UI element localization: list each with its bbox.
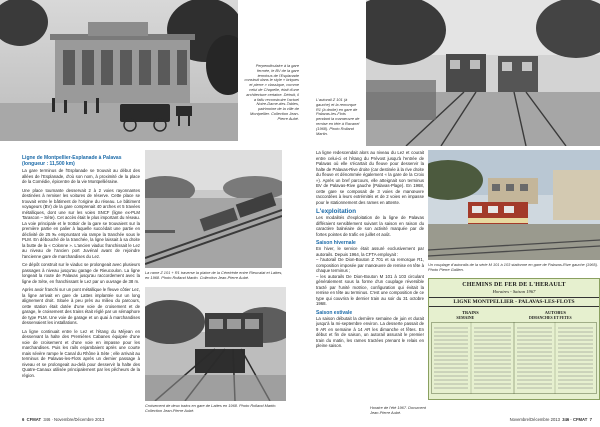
caption-couplage-autorails: Un couplage d'autorails de la série M 101 à 103 stationne en gare de Palavas-Rive gauche (1965). Photo Pierre Gallien. [428, 262, 599, 272]
paragraph: En hiver, le service était assuré exclusivement par autorails. Depuis 1964, la CFTA employait : – l'autorail De Dion-Bouton Z 701 et sa remorque R1, composition imposée par manœuvre de remise en tête à chaque terminus ; – les autorails De Dion-Bouton M 101 à 103 circulant généralement sous la forme d'un couplage réversible tracté par l'unité motrice, configuration qui évitait la remise en tête au terminus. C'est une composition de ce type qui couvrira le dernier train au soir du 31 octobre 1968. [316, 246, 424, 307]
photo-esplanade-station [0, 0, 238, 141]
page-number: 7 [589, 417, 592, 422]
timetable-semaine-header: SEMAINE [456, 316, 475, 320]
page-folio-right [510, 417, 592, 422]
paragraph: La gare terminus de l'Esplanade se trouvait au début des allées de l'Esplanade, d'où son nom, à proximité de la place de la Comédie, épicentre de la vie Montpelliéraine. [22, 168, 140, 184]
caption-autorail: L'autorail Z 101 (à gauche) et la remorque R1 (à droite) en gare de Palavas-les-Flots pendant la manœuvre de remise en tête à Racanel (1968). Photo Rolland Martin. [316, 97, 360, 136]
body-text-column-1 [22, 168, 140, 410]
caption-lattes-crossing: Croisement de deux trains en gare de Lattes en 1968. Photo Rolland Martin. Collection Jean-Pierre Aubé. [145, 403, 277, 413]
timetable-dimanches-header: DIMANCHES ET FETES [529, 316, 572, 320]
photo-train-plain [145, 150, 282, 268]
paragraph: La ligne redescendait alors au niveau du Lez et courait entre celui-ci et l'étang du Prévost jusqu'à l'entrée de Palavas où elle s'écartait du fleuve pour desservir la halte de Palavas-Rive droite (car destinée à la rive droite du fleuve et dénommée également « la gare de la Croix »). Après un bref parcours, elle atteignait son terminus BV de Palavas-Rive gauche (Palavas-Plage). En 1968, cette gare se composait de 3 voies de manœuvre raccordées à leurs extrémités et de 2 voies en impasse pour le stationnement des rames en attente. [316, 150, 424, 205]
issue-date: Novembre/Décembre 2013 [509, 417, 560, 422]
photo-lattes-crossing [145, 287, 286, 401]
heading-saison-estivale: Saison estivale [316, 309, 353, 316]
heading-saison-hivernale: Saison hivernale [316, 240, 356, 247]
caption-timetable: Horaire de l'été 1967. Document Jean-Pierre Aubé. [370, 405, 426, 415]
paragraph: Ce dépôt construit sur le viaduc se prolongeait avec plusieurs passages à niveau jusqu'au garage de Rieucoulon. La ligne longeait la route de Palavas jusqu'au raccordement avec la ligne de Sète, en franchissant le Lez par un ouvrage de 38 m. [22, 262, 140, 284]
magazine-name: 346 · CFMAT [562, 417, 588, 422]
timetable-subtitle: Horaires - Saison 1967 [492, 289, 536, 294]
page-number: 6 [22, 417, 25, 422]
paragraph: La saison débutait la dernière semaine de juin et durait jusqu'à la mi-septembre environ. La desserte passait de 9 AR en semaine à 14 AR les dimanche et fêtes. En début et fin de saison, un autorail assurait le premier train du matin, les rames tractées prenant le relais en pleine saison. [316, 315, 424, 349]
paragraph: La ligne continuait entre le Lez et l'étang du Méjean en desservant la halte des Premières Cabanes équipée d'une voie de croisement et d'une voie en impasse pour les marchandises. Puis les rails enjambaient après une courte mais sévère rampe le Canal du Rhône à Sète ; elle arrivait au terminus de Palavas-les-Flots après un dernier passage à niveau et se prolongeait au-delà pour desservir la halte des Quatre-Canaux utilisée principalement par les pêcheurs de la région. [22, 328, 140, 378]
caption-train-plain: La rame Z 101 + R1 traverse la plaine de la Céreirède entre Rieucalat et Lattes, en 1968. Photo Rolland Martin. Collection Jean-Pierre Aubé. [145, 270, 283, 280]
timetable-grid [431, 322, 597, 394]
magazine-name: CFMAT [26, 417, 42, 422]
paragraph: Les modalités d'exploitation de la ligne de Palavas différaient sensiblement suivant la saison en raison du caractère balnéaire de son activité marquée par de fortes pointes de trafic en juillet et août. [316, 215, 424, 237]
paragraph: Après avoir franchi sur un pont métallique le fleuve côtier Lez, la ligne arrivait en gare de Lattes implantée sur un long alignement droit. Située à peu près au milieu du parcours, cette station était dotée d'une voie de croisement et de garage, le croisement des trains était réglé par un sémaphore de type PLM. Une voie de garage et un quai à marchandises desservaient les installations. [22, 287, 140, 325]
page-folio-left [22, 417, 104, 422]
section-title: Ligne de Montpellier-Esplanade à Palavas (longueur : 11,500 km) [22, 155, 122, 167]
timetable-trains-header: TRAINS [462, 310, 479, 315]
caption-esplanade-station: Perpendiculaire à la gare fermée, le BV de la gare terminus de l'Esplanade construit dans le style « briques et pierre » classique, comme celui de Chapelle, était d'une architecture certaine. Détruit, il a fallu reconstruire l'actuel Notre-Dame-des-Tables, patrimoine de la ville de Montpellier. Collection Jean-Pierre Aubé. [244, 63, 299, 121]
paragraph: Une place tournante desservait 2 à 2 voies rayonnantes destinées à remiser les voitures de réserve. Cette place se trouvait entre le bâtiment de l'origine du réseau. Le bâtiment voyageurs (BV) de la gare comprenait 40 arches et 5 travées métalliques, dont une sur les voies SNCF (ligne ex-PLM Tarascon – Sète). Cet accès était le plus important du réseau. La voie principale et le trottoir de la gare se trouvaient sur la première partie en palier à laquelle succédait une partie en déclivité de 25 ‰ empruntant via rampe la tranchée sous le PLM. En débouché de la tranchée, la ligne laissait à sa droite la butte de la « Colonne ». L'ancien viaduc franchissait le Lez au niveau de l'ancien port Juvénal avant de rejoindre l'ancienne gare de marchandises du Lez. [22, 187, 140, 259]
heading-exploitation: L'exploitation [316, 208, 356, 215]
timetable-title: CHEMINS DE FER DE L'HERAULT [462, 282, 566, 288]
timetable-card-1967 [428, 278, 600, 400]
timetable-line-name: LIGNE MONTPELLIER - PALAVAS-LES-FLOTS [429, 297, 599, 307]
issue-info: 346 · Novembre/Décembre 2013 [43, 417, 105, 422]
body-text-column-2 [316, 150, 424, 412]
timetable-autobus-header: AUTOBUS [544, 310, 566, 315]
photo-couplage-autorails [428, 150, 600, 260]
photo-autorail-palavas [366, 0, 600, 146]
